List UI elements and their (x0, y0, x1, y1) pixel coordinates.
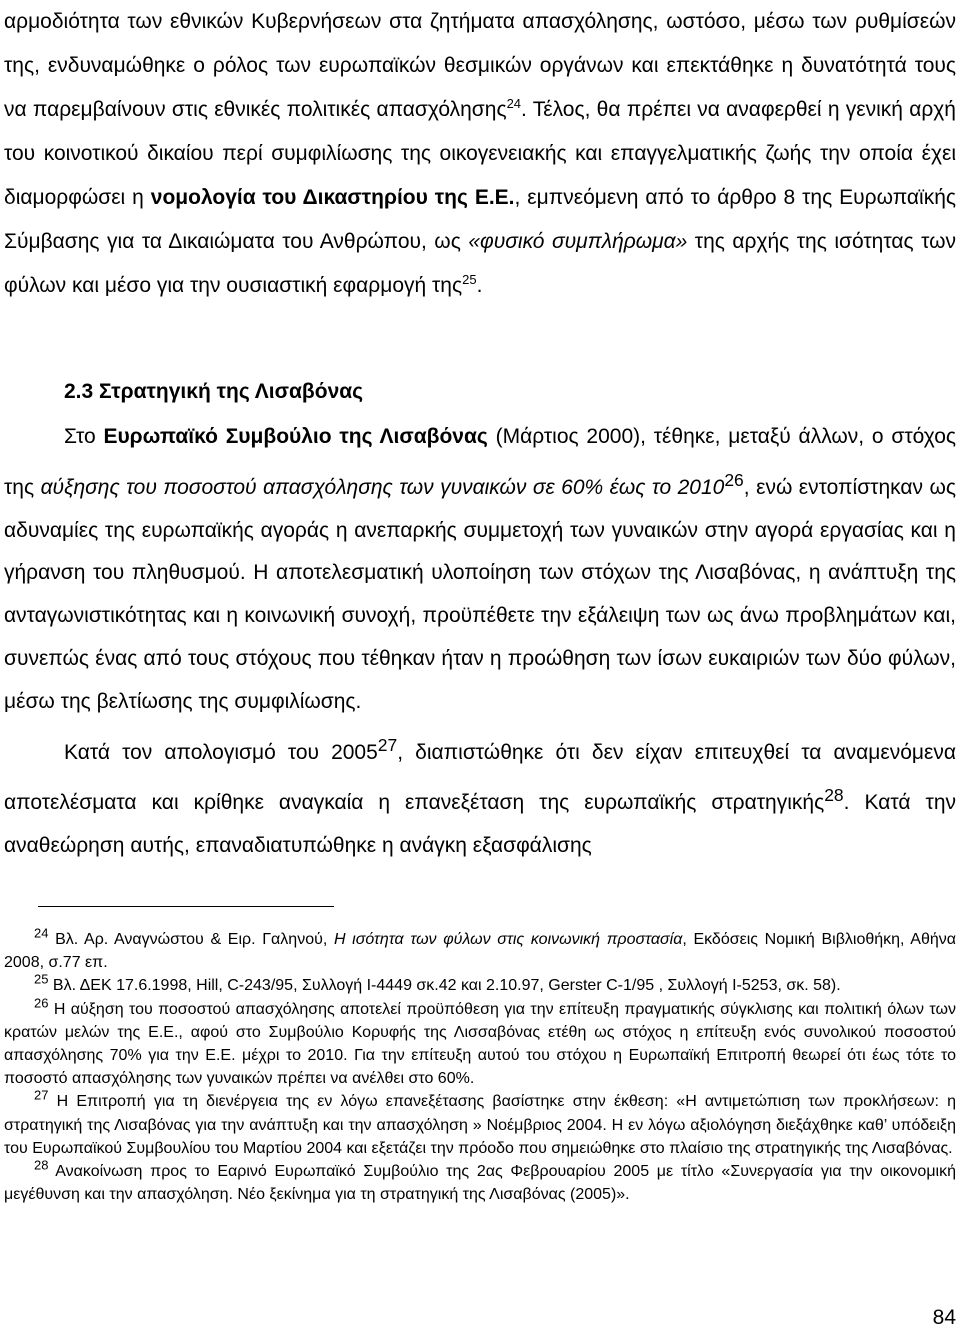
paragraph-lisbon-intro: αρμοδιότητα των εθνικών Κυβερνήσεων στα ζητήματα απασχόλησης, ωστόσο, μέσω των ρυθμίσεών της, ενδυναμώθηκε ο ρόλος των ευρωπαϊκών θεσμικών οργάνων και επεκτάθηκε η δυνατότητά τους να παρεμβαίνουν στις εθνικές πολιτικές απασχόλησης$^{24}$. Τέλος, θα πρέπει να αναφερθεί η γενική αρχή του κοινοτικού δικαίου περί συμφιλίωσης της οικογενειακής και επαγγελματικής ζωής την οποία έχει διαμορφώσει η νομολογία του Δικαστηρίου της Ε.Ε., εμπνεόμενη από το άρθρο 8 της Ευρωπαϊκής Σύμβασης για τα Δικαιώματα του Ανθρώπου, ως «φυσικό συμπλήρωμα» της αρχής της ισότητας των φύλων και μέσο για την ουσιαστική εφαρμογή της$^{25}$. (4, 10, 956, 297)
footnote-28: $^{28}$ Ανακοίνωση προς το Εαρινό Ευρωπαϊκό Συμβούλιο της 2ας Φεβρουαρίου 2005 με τίτλο «Συνεργασία για την οικονομική μεγέθυνση και την απασχόληση. Νέο ξεκίνημα για τη στρατηγική της Λισαβόνας (2005)». (4, 1157, 956, 1204)
footnote-27: $^{27}$ Η Επιτροπή για τη διενέργεια της εν λόγω επανεξέτασης βασίστηκε στην έκθεση: «Η αντιμετώπιση των προκλήσεων: η στρατηγική της Λισαβόνας για την ανάπτυξη και την απασχόληση » Νοέμβριος 2004. Η εν λόγω αξιολόγηση διεξάχθηκε καθ’ υπόδειξη του Ευρωπαϊκού Συμβουλίου του Μαρτίου 2004 και εξετάζει την πρόοδο που σημειώθηκε στο πλαίσιο της στρατηγικής της Λισαβόνας. (4, 1088, 956, 1157)
body-text-section (4, 416, 956, 868)
footnote-ref-26[interactable]: 26 (724, 469, 744, 490)
italic-goal: αύξησης του ποσοστού απασχόλησης των γυναικών σε 60% έως το 2010 (40, 475, 725, 499)
bold-court-ref: νομολογία του Δικαστηρίου της Ε.Ε. (150, 186, 515, 209)
footnote-24: $^{24}$ Βλ. Αρ. Αναγνώστου & Ειρ. Γαληνού, Η ισότητα των φύλων στις κοινωνική προστασία, Εκδόσεις Νομική Βιβλιοθήκη, Αθήνα 2008, σ.77 επ. (4, 925, 956, 972)
footnote-26: $^{26}$ Η αύξηση του ποσοστού απασχόλησης αποτελεί προϋπόθεση για την επίτευξη πραγματικής σύγκλισης και πολιτική όλων των κρατών μελών της Ε.Ε., αφού στο Συμβούλιο Κορυφής της Λισσαβόνας ετέθη ως στόχος η επίτευξη ενός συνολικού ποσοστού απασχόλησης 70% για την Ε.Ε. μέχρι το 2010. Για την επίτευξη αυτού του στόχου η Ευρωπαϊκή Επιτροπή θεωρεί ότι έως τότε το ποσοστό απασχόλησης των γυναικών πρέπει να ανέλθει στο 60%. (4, 995, 956, 1088)
footnote-ref-25[interactable]: 25 (462, 272, 477, 287)
section-heading: 2.3 Στρατηγική της Λισαβόνας (64, 380, 364, 403)
footnote-ref-28[interactable]: 28 (824, 785, 844, 806)
footnotes (4, 925, 956, 1206)
body-text-top (4, 0, 956, 308)
page-number: 84 (932, 1306, 956, 1329)
footnote-ref-27[interactable]: 27 (377, 734, 398, 755)
italic-phrase: «φυσικό συμπλήρωμα» (468, 230, 688, 253)
paragraph-council: Στο Ευρωπαϊκό Συμβούλιο της Λισαβόνας (Μάρτιος 2000), τέθηκε, μεταξύ άλλων, ο στόχος της αύξησης του ποσοστού απασχόλησης των γυναικών σε 60% έως το 2010$^{26}$, ενώ εντοπίστηκαν ως αδυναμίες της ευρωπαϊκής αγοράς η ανεπαρκής συμμετοχή των γυναικών στην αγορά εργασίας και η γήρανση του πληθυσμού. Η αποτελεσματική υλοποίηση των στόχων της Λισαβόνας, η ανάπτυξη της ανταγωνιστικότητας και η κοινωνική συνοχή, προϋπέθετε την εξάλειψη των ως άνω προβλημάτων και, συνεπώς ένας από τους στόχους που τέθηκαν ήταν η προώθηση των ίσων ευκαιριών των δύο φύλων, μέσω της βελτίωσης της συμφιλίωσης. (4, 425, 957, 713)
bold-council: Ευρωπαϊκό Συμβούλιο της Λισαβόνας (103, 425, 488, 448)
footnote-divider (38, 906, 334, 907)
footnote-ref-24[interactable]: 24 (506, 96, 522, 111)
footnote-25: $^{25}$ Βλ. ΔΕΚ 17.6.1998, Hill, C-243/95, Συλλογή I-4449 σκ.42 και 2.10.97, Gerster C-1/95 , Συλλογή I-5253, σκ. 58). (34, 972, 841, 995)
paragraph-review: Κατά τον απολογισμό του 2005$^{27}$, διαπιστώθηκε ότι δεν είχαν επιτευχθεί τα αναμενόμενα αποτελέσματα και κρίθηκε αναγκαία η επανεξέταση της ευρωπαϊκής στρατηγικής$^{28}$. Κατά την αναθεώρηση αυτής, επαναδιατυπώθηκε η ανάγκη εξασφάλισης (4, 734, 956, 858)
